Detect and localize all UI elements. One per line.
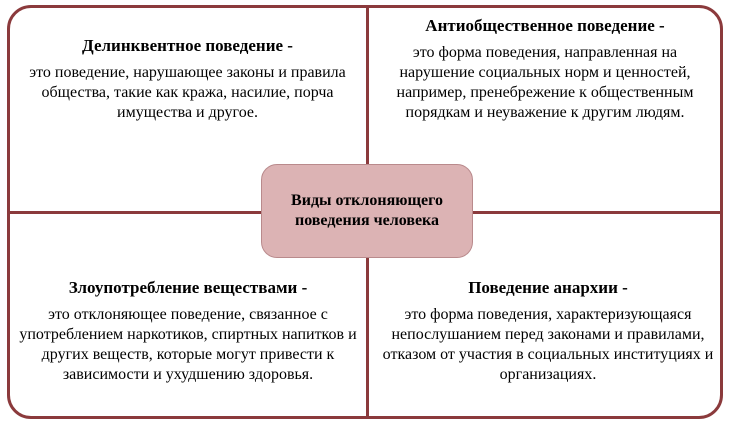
quadrant-title: Злоупотребление веществами -	[68, 278, 308, 297]
quadrant-description: это форма поведения, характеризующаяся непослушанием перед законами и правилами, отказом от участия в социальных институциях и организациях.	[382, 306, 714, 383]
quadrant-substance-abuse	[18, 277, 358, 385]
quadrant-antisocial-behavior	[375, 15, 715, 123]
quadrant-title: Антиобщественное поведение -	[425, 16, 665, 35]
center-node	[261, 164, 473, 258]
quadrant-description: это отклоняющее поведение, связанное с употреблением наркотиков, спиртных напитков и других веществ, которые могут привести к зависимости и ухудшению здоровья.	[19, 306, 357, 383]
quadrant-delinquent-behavior	[20, 35, 355, 123]
quadrant-description: это поведение, нарушающее законы и правила общества, такие как кража, насилие, порча имущества и другое.	[29, 64, 346, 121]
quadrant-title: Поведение анархии -	[468, 278, 628, 297]
quadrant-description: это форма поведения, направленная на нарушение социальных норм и ценностей, например, пренебрежение к общественным порядкам и неуважение к другим людям.	[396, 44, 694, 121]
center-node-label: Виды отклоняющего поведения человека	[291, 192, 443, 229]
quadrant-title: Делинквентное поведение -	[82, 36, 293, 55]
quadrant-anarchy-behavior	[378, 277, 718, 385]
